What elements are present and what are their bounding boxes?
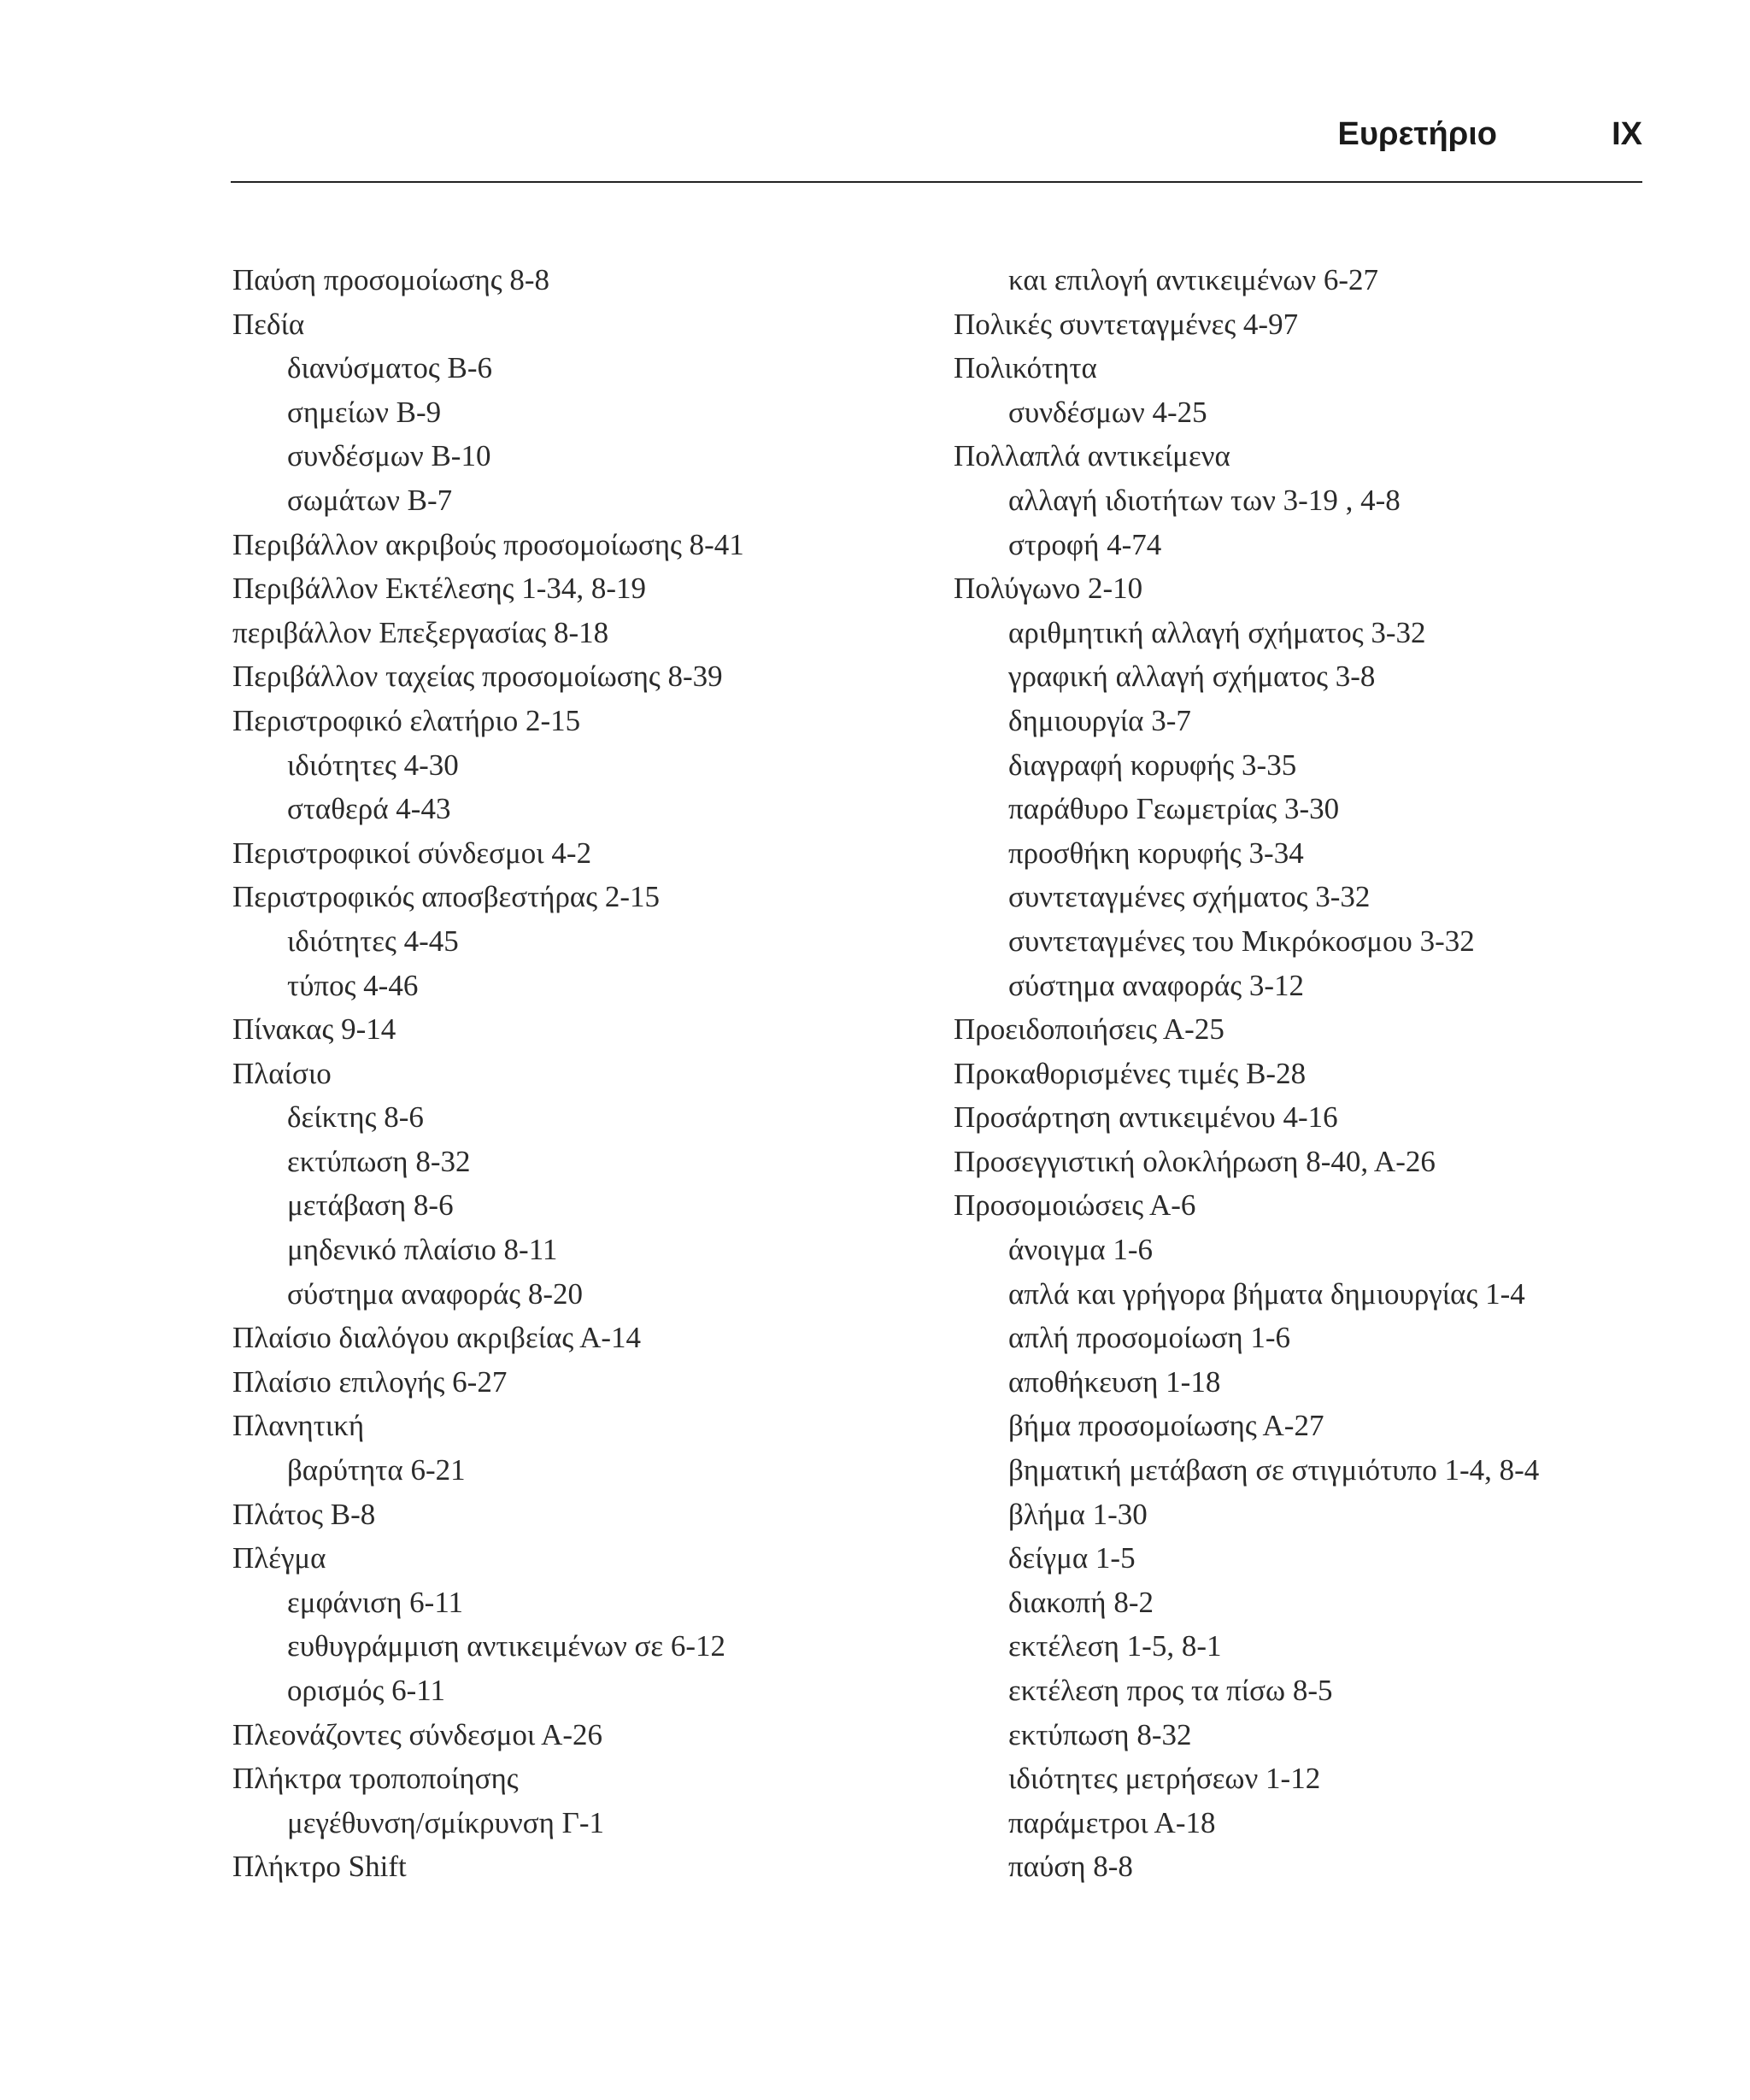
index-entry: Πλαίσιο διαλόγου ακριβείας Α-14 [232, 1321, 642, 1355]
index-subentry: συνδέσμων 4-25 [1008, 395, 1207, 429]
index-subentry: τύπος 4-46 [287, 968, 419, 1002]
index-entry: Πίνακας 9-14 [232, 1012, 396, 1047]
index-entry: Πολύγωνο 2-10 [954, 572, 1143, 606]
index-subentry: συνδέσμων Β-10 [287, 439, 491, 473]
index-subentry: δείγμα 1-5 [1008, 1541, 1136, 1575]
index-entry: Πλαίσιο επιλογής 6-27 [232, 1364, 508, 1399]
index-subentry: γραφική αλλαγή σχήματος 3-8 [1008, 660, 1376, 694]
index-subentry: εκτέλεση προς τα πίσω 8-5 [1008, 1674, 1333, 1707]
index-subentry: ιδιότητες 4-45 [287, 924, 459, 958]
index-subentry: διαγραφή κορυφής 3-35 [1008, 748, 1297, 782]
index-subentry: σύστημα αναφοράς 3-12 [1008, 968, 1305, 1002]
index-subentry: βηματική μετάβαση σε στιγμιότυπο 1-4, 8-4 [1008, 1453, 1540, 1487]
index-subentry: βήμα προσομοίωσης Α-27 [1008, 1409, 1324, 1443]
index-column-left [232, 258, 916, 1889]
index-subentry: διανύσματος Β-6 [287, 351, 493, 385]
index-entry: Πολλαπλά αντικείμενα [954, 439, 1230, 473]
index-subentry: εκτύπωση 8-32 [1008, 1717, 1192, 1751]
index-subentry: βαρύτητα 6-21 [287, 1453, 466, 1487]
index-subentry: σταθερά 4-43 [287, 792, 451, 826]
index-subentry: σωμάτων Β-7 [287, 483, 453, 517]
index-subentry: παράθυρο Γεωμετρίας 3-30 [1008, 792, 1340, 826]
index-entry: Πλάτος Β-8 [232, 1497, 376, 1531]
index-entry: Παύση προσομοίωσης 8-8 [232, 263, 550, 296]
index-entry: Πολικές συντεταγμένες 4-97 [954, 307, 1299, 341]
index-entry: Πλήκτρα τροποποίησης [232, 1762, 519, 1796]
index-entry: Περιστροφικό ελατήριο 2-15 [232, 703, 581, 737]
index-entry: Προσομοιώσεις Α-6 [954, 1188, 1196, 1223]
index-subentry: απλή προσομοίωση 1-6 [1008, 1321, 1291, 1355]
page-number: IX [1612, 116, 1642, 152]
index-subentry: και επιλογή αντικειμένων 6-27 [1008, 263, 1379, 296]
index-subentry: συντεταγμένες του Μικρόκοσμου 3-32 [1008, 924, 1475, 958]
index-entry: Περιβάλλον ταχείας προσομοίωσης 8-39 [232, 660, 723, 694]
index-subentry: βλήμα 1-30 [1008, 1497, 1148, 1531]
index-subentry: σύστημα αναφοράς 8-20 [287, 1276, 584, 1311]
index-subentry: συντεταγμένες σχήματος 3-32 [1008, 880, 1371, 914]
index-subentry: άνοιγμα 1-6 [1008, 1233, 1154, 1267]
header-title: Ευρετήριο [1337, 116, 1497, 152]
index-entry: Περιστροφικοί σύνδεσμοι 4-2 [232, 836, 592, 870]
index-subentry: ευθυγράμμιση αντικειμένων σε 6-12 [287, 1629, 726, 1663]
index-subentry: δημιουργία 3-7 [1008, 703, 1191, 737]
index-entry: περιβάλλον Επεξεργασίας 8-18 [232, 615, 609, 649]
index-entry: Προειδοποιήσεις Α-25 [954, 1012, 1224, 1047]
index-subentry: ιδιότητες μετρήσεων 1-12 [1008, 1762, 1321, 1796]
index-entry: Πολικότητα [954, 351, 1097, 385]
index-subentry: μετάβαση 8-6 [287, 1188, 454, 1223]
index-subentry: εκτέλεση 1-5, 8-1 [1008, 1629, 1222, 1663]
index-subentry: αποθήκευση 1-18 [1008, 1364, 1221, 1399]
index-subentry: δείκτης 8-6 [287, 1100, 424, 1135]
index-subentry: μεγέθυνση/σμίκρυνση Γ-1 [287, 1805, 605, 1839]
index-entry: Προσεγγιστική ολοκλήρωση 8-40, Α-26 [954, 1144, 1436, 1178]
index-column-right [954, 258, 1654, 1889]
running-header [231, 109, 1642, 181]
index-subentry: εμφάνιση 6-11 [287, 1585, 464, 1619]
index-subentry: εκτύπωση 8-32 [287, 1144, 471, 1178]
index-subentry: προσθήκη κορυφής 3-34 [1008, 836, 1304, 870]
index-subentry: διακοπή 8-2 [1008, 1585, 1154, 1619]
index-entry: Προσάρτηση αντικειμένου 4-16 [954, 1100, 1338, 1135]
index-subentry: απλά και γρήγορα βήματα δημιουργίας 1-4 [1008, 1276, 1525, 1311]
index-subentry: ορισμός 6-11 [287, 1674, 445, 1707]
index-subentry: αριθμητική αλλαγή σχήματος 3-32 [1008, 615, 1426, 649]
index-entry: Πλέγμα [232, 1541, 326, 1575]
index-entry: Περιβάλλον Εκτέλεσης 1-34, 8-19 [232, 572, 647, 606]
index-subentry: ιδιότητες 4-30 [287, 748, 459, 782]
index-entry: Πλεονάζοντες σύνδεσμοι Α-26 [232, 1717, 603, 1751]
index-entry: Περιβάλλον ακριβούς προσομοίωσης 8-41 [232, 527, 744, 561]
index-entry: Πλαίσιο [232, 1056, 332, 1090]
index-subentry: παύση 8-8 [1008, 1850, 1133, 1884]
index-subentry: αλλαγή ιδιοτήτων των 3-19 , 4-8 [1008, 483, 1401, 517]
index-subentry: στροφή 4-74 [1008, 527, 1162, 561]
index-entry: Πλανητική [232, 1409, 365, 1443]
header-rule [231, 181, 1642, 183]
index-subentry: μηδενικό πλαίσιο 8-11 [287, 1233, 558, 1267]
index-entry: Περιστροφικός αποσβεστήρας 2-15 [232, 880, 661, 914]
index-entry: Πεδία [232, 307, 305, 341]
index-entry: Προκαθορισμένες τιμές Β-28 [954, 1056, 1307, 1090]
index-subentry: παράμετροι Α-18 [1008, 1805, 1216, 1839]
index-entry: Πλήκτρο Shift [232, 1850, 407, 1884]
index-subentry: σημείων Β-9 [287, 395, 442, 429]
